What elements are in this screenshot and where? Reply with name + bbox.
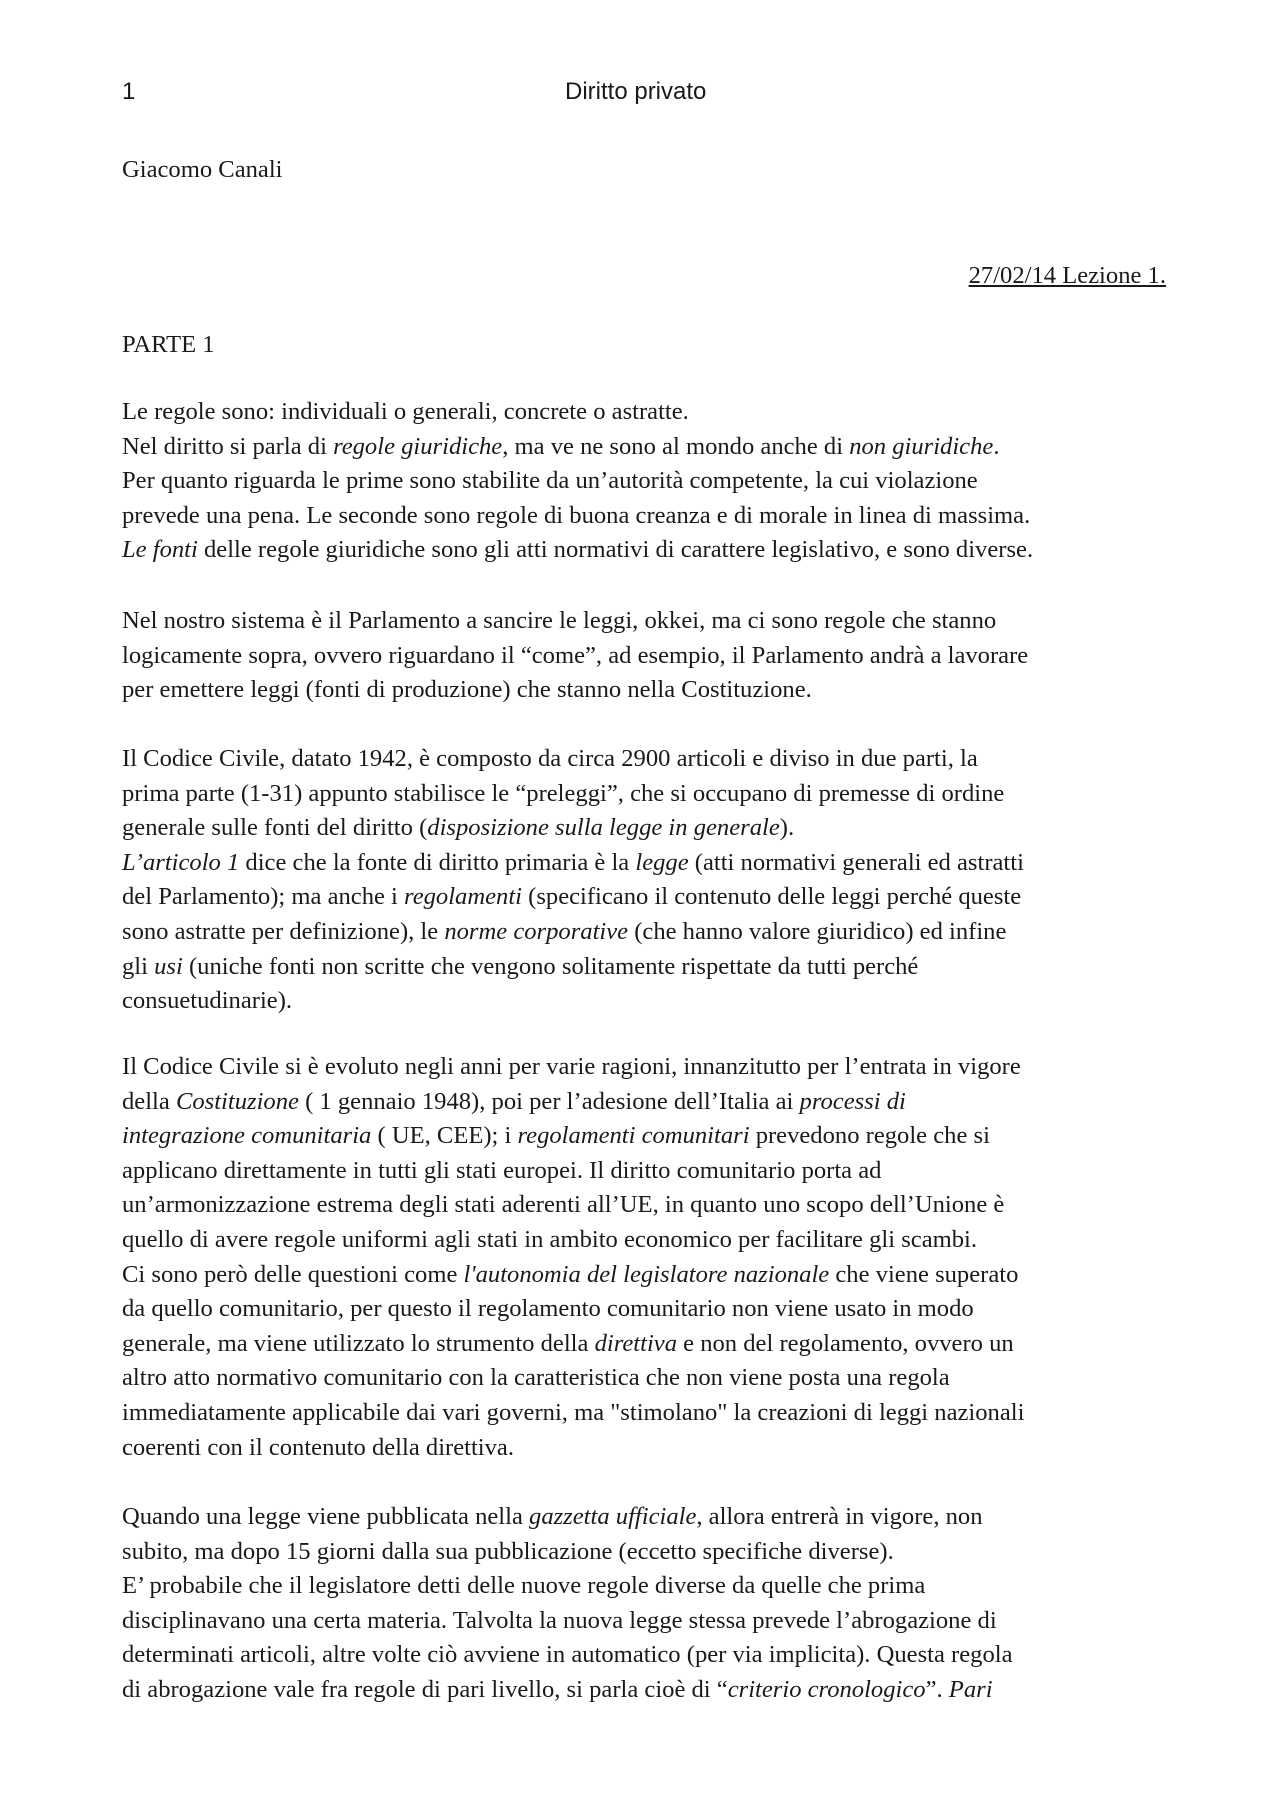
text-run: di abrogazione vale fra regole di pari livello, si parla cioè di “ xyxy=(122,1675,728,1703)
italic-text: norme corporative xyxy=(444,917,629,945)
text-run: , allora entrerà in vigore, non xyxy=(696,1503,983,1530)
text-run: ( 1 gennaio 1948), poi per l’adesione dell’Italia ai xyxy=(298,1087,800,1115)
text-run: un’armonizzazione estrema degli stati aderenti all’UE, in quanto uno scopo dell’Unione è xyxy=(122,1191,1005,1219)
text-line xyxy=(122,1604,1172,1639)
text-run: Nel nostro sistema è il Parlamento a sancire le leggi, okkei, ma ci sono regole che stanno xyxy=(122,607,997,634)
paragraph xyxy=(122,395,1172,568)
text-line xyxy=(122,811,1172,846)
text-run: (che hanno valore giuridico) ed infine xyxy=(628,917,1007,945)
paragraph xyxy=(122,1050,1172,1465)
page-number: 1 xyxy=(122,78,136,105)
text-line xyxy=(122,846,1172,881)
text-run: , ma ve ne sono al mondo anche di xyxy=(502,432,850,460)
text-line xyxy=(122,1638,1172,1673)
text-line xyxy=(122,533,1172,568)
italic-text: gazzetta ufficiale xyxy=(529,1503,697,1530)
italic-text: L’articolo 1 xyxy=(122,848,240,876)
text-run: logicamente sopra, ovvero riguardano il “come”, ad esempio, il Parlamento andrà a lavorare xyxy=(122,641,1029,669)
text-line xyxy=(122,1569,1172,1604)
text-run: coerenti con il contenuto della direttiva. xyxy=(122,1433,514,1461)
text-run: Ci sono però delle questioni come xyxy=(122,1260,464,1288)
italic-text: legge xyxy=(635,848,689,876)
text-run: (specificano il contenuto delle leggi perché queste xyxy=(521,883,1022,911)
text-run: Le regole sono: individuali o generali, concrete o astratte. xyxy=(122,398,689,425)
italic-text: Pari xyxy=(948,1675,993,1703)
text-line xyxy=(122,1258,1172,1293)
paragraph xyxy=(122,604,1172,708)
italic-text: usi xyxy=(154,952,183,980)
text-run: prima parte (1-31) appunto stabilisce le “preleggi”, che si occupano di premesse di ordine xyxy=(122,779,1005,807)
text-run: generale sulle fonti del diritto ( xyxy=(122,814,428,842)
italic-text: integrazione comunitaria xyxy=(122,1122,372,1150)
text-run: prevedono regole che si xyxy=(749,1122,990,1150)
text-line xyxy=(122,1396,1172,1431)
text-run: dice che la fonte di diritto primaria è la xyxy=(239,848,636,876)
lesson-date: 27/02/14 Lezione 1. xyxy=(968,262,1166,289)
text-line xyxy=(122,395,1172,430)
text-run: della xyxy=(122,1087,176,1115)
text-run: ). xyxy=(779,814,795,842)
text-line xyxy=(122,915,1172,950)
text-line xyxy=(122,1673,1172,1708)
text-run: generale, ma viene utilizzato lo strumento della xyxy=(122,1329,595,1357)
text-line xyxy=(122,430,1172,465)
italic-text: direttiva xyxy=(594,1329,677,1357)
text-run: immediatamente applicabile dai vari governi, ma "stimolano" la creazioni di leggi nazionali xyxy=(122,1398,1025,1426)
text-run: disciplinavano una certa materia. Talvolta la nuova legge stessa prevede l’abrogazione di xyxy=(122,1606,997,1634)
text-run: ( UE, CEE); i xyxy=(371,1122,518,1150)
text-run: ”. xyxy=(925,1675,949,1703)
text-line xyxy=(122,1119,1172,1154)
italic-text: Le fonti xyxy=(122,536,198,564)
text-line xyxy=(122,604,1172,639)
text-line xyxy=(122,673,1172,708)
part-heading: PARTE 1 xyxy=(122,331,215,358)
author-name: Giacomo Canali xyxy=(122,156,283,183)
text-run: per emettere leggi (fonti di produzione) che stanno nella Costituzione. xyxy=(122,676,812,704)
text-line xyxy=(122,742,1172,777)
document-title: Diritto privato xyxy=(565,78,707,105)
italic-text: criterio cronologico xyxy=(727,1675,926,1703)
text-run: subito, ma dopo 15 giorni dalla sua pubblicazione (eccetto specifiche diverse). xyxy=(122,1537,894,1565)
text-line xyxy=(122,499,1172,534)
text-line xyxy=(122,1188,1172,1223)
text-run: Nel diritto si parla di xyxy=(122,432,334,460)
text-run: . xyxy=(993,432,1000,460)
text-run: consuetudinarie). xyxy=(122,987,293,1015)
italic-text: non giuridiche xyxy=(849,432,994,460)
text-run: Il Codice Civile si è evoluto negli anni per varie ragioni, innanzitutto per l’entrata in vigore xyxy=(122,1053,1021,1080)
text-run: Per quanto riguarda le prime sono stabilite da un’autorità competente, la cui violazione xyxy=(122,467,978,495)
text-run: (uniche fonti non scritte che vengono solitamente rispettate da tutti perché xyxy=(182,952,919,980)
text-run: gli xyxy=(122,952,155,980)
text-line xyxy=(122,1154,1172,1189)
text-line xyxy=(122,1431,1172,1466)
text-run: che viene superato xyxy=(829,1260,1019,1288)
text-line xyxy=(122,1085,1172,1120)
paragraph xyxy=(122,1500,1172,1708)
text-line xyxy=(122,1361,1172,1396)
text-run: Quando una legge viene pubblicata nella xyxy=(122,1503,530,1530)
text-run: da quello comunitario, per questo il regolamento comunitario non viene usato in modo xyxy=(122,1295,974,1323)
italic-text: regole giuridiche xyxy=(333,432,503,460)
italic-text: processi di xyxy=(799,1087,906,1115)
text-run: del Parlamento); ma anche i xyxy=(122,883,405,911)
text-run: prevede una pena. Le seconde sono regole di buona creanza e di morale in linea di massima. xyxy=(122,501,1031,529)
text-run: (atti normativi generali ed astratti xyxy=(688,848,1024,876)
text-run: e non del regolamento, ovvero un xyxy=(677,1329,1014,1357)
italic-text: l'autonomia del legislatore nazionale xyxy=(463,1260,830,1288)
text-line xyxy=(122,639,1172,674)
text-line xyxy=(122,950,1172,985)
text-line xyxy=(122,777,1172,812)
text-line xyxy=(122,1050,1172,1085)
text-line xyxy=(122,1223,1172,1258)
text-run: applicano direttamente in tutti gli stati europei. Il diritto comunitario porta ad xyxy=(122,1156,882,1184)
text-line xyxy=(122,1292,1172,1327)
text-line xyxy=(122,464,1172,499)
text-run: delle regole giuridiche sono gli atti normativi di carattere legislativo, e sono diverse. xyxy=(197,536,1034,564)
text-line xyxy=(122,880,1172,915)
text-run: E’ probabile che il legislatore detti delle nuove regole diverse da quelle che prima xyxy=(122,1572,926,1600)
italic-text: Costituzione xyxy=(175,1087,299,1115)
paragraph xyxy=(122,742,1172,1019)
italic-text: regolamenti comunitari xyxy=(517,1122,750,1150)
text-line xyxy=(122,1535,1172,1570)
italic-text: regolamenti xyxy=(404,883,522,911)
text-line xyxy=(122,984,1172,1019)
text-line xyxy=(122,1327,1172,1362)
italic-text: disposizione sulla legge in generale xyxy=(427,814,780,842)
text-run: quello di avere regole uniformi agli stati in ambito economico per facilitare gli scambi. xyxy=(122,1225,978,1253)
text-run: altro atto normativo comunitario con la caratteristica che non viene posta una regola xyxy=(122,1364,950,1392)
text-line xyxy=(122,1500,1172,1535)
text-run: determinati articoli, altre volte ciò avviene in automatico (per via implicita). Questa regola xyxy=(122,1641,1013,1669)
text-run: sono astratte per definizione), le xyxy=(122,917,445,945)
text-run: Il Codice Civile, datato 1942, è composto da circa 2900 articoli e diviso in due parti, la xyxy=(122,745,978,772)
